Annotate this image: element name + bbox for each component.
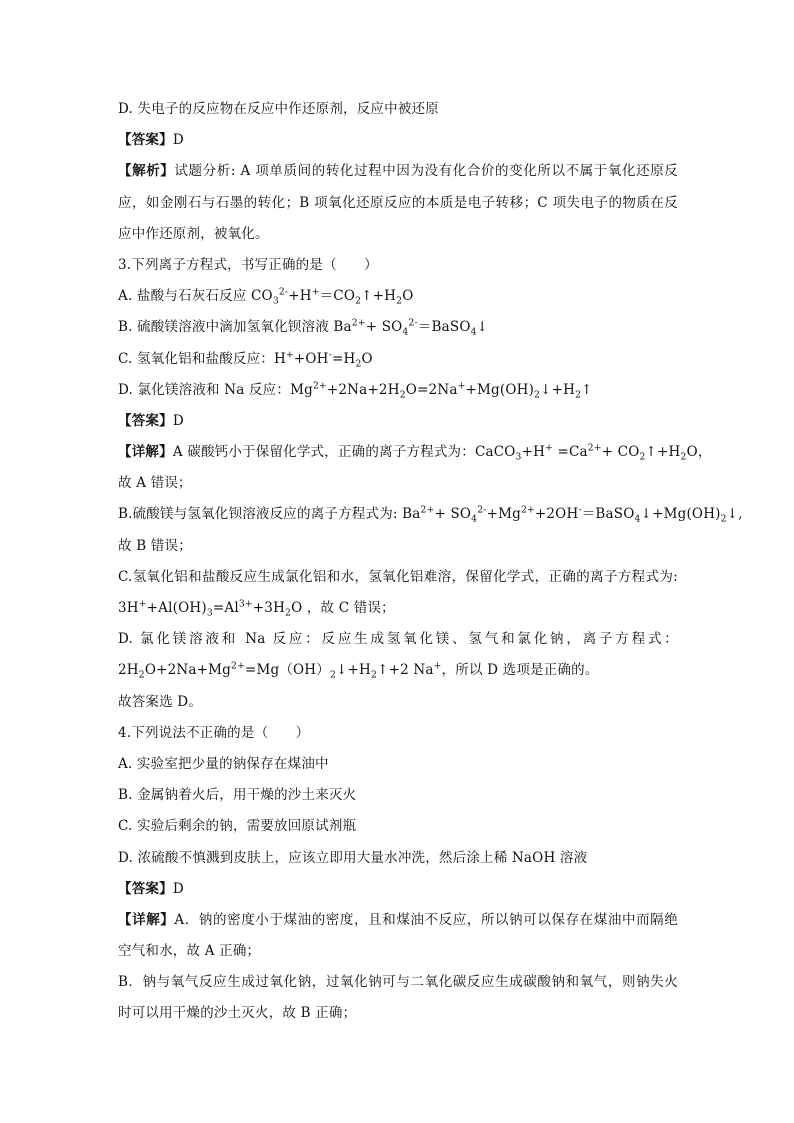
text-line: B. 金属钠着火后，用干燥的沙土来灭火 <box>118 787 357 804</box>
text-line: A. 盐酸与石灰石反应 $CO_3^{2-}+H^+=CO_2↑+H_2O$ <box>118 286 414 307</box>
text-line: $2H_2O+2Na+Mg^{2+}=Mg(OH)_2↓+H_2↑+2$ Na+，所以 D 选项是正确的。 <box>118 660 599 682</box>
text-line: 应，如金刚石与石墨的转化；B 项氧化还原反应的本质是电子转移；C 项失电子的物质在反 <box>118 194 678 211</box>
text-line: B.硫酸镁与氢氧化钡溶液反应的离子方程式为: $Ba^{2+}+$ $SO_4^{2-}+Mg^{2+}+2OH^-=BaSO_4↓+Mg(OH)_2↓$, <box>118 504 743 526</box>
text-line: 应中作还原剂，被氧化。 <box>118 225 269 242</box>
text-line: D. 氯化镁溶液和 Na 反应：反应生成氢氧化镁、氢气和氯化钠，离子方程式： <box>118 631 678 648</box>
text-line: 【答案】D <box>118 132 184 149</box>
text-line: C. 氢氧化铝和盐酸反应：$H^++OH^-=H_2O$ <box>118 349 373 370</box>
text-line: $3H^++Al(OH)_3=Al^{3+}+3H_2O$ ，故 C 错误； <box>118 598 395 619</box>
text-line: D. 氯化镁溶液和 Na 反应：$Mg^{2+}+2Na+2H_2O=2Na^++Mg(OH)_2↓+H_2↑$ <box>118 380 593 401</box>
text-line: D. 浓硫酸不慎溅到皮肤上，应该立即用大量水冲洗，然后涂上稀 NaOH 溶液 <box>118 849 588 866</box>
text-line: B．钠与氧气反应生成过氧化钠，过氧化钠可与二氧化碳反应生成碳酸钠和氧气，则钠失火 <box>118 974 678 991</box>
text-line: C.氢氧化铝和盐酸反应生成氯化铝和水，氢氧化铝难溶，保留化学式，正确的离子方程式为: <box>118 568 678 585</box>
text-line: 4.下列说法不正确的是（ ） <box>118 724 310 741</box>
document-page <box>118 94 743 1030</box>
text-line: 【答案】D <box>118 880 184 897</box>
text-line: 故 A 错误； <box>118 475 192 492</box>
text-line: 【详解】A．钠的密度小于煤油的密度，且和煤油不反应，所以钠可以保存在煤油中而隔绝 <box>118 911 678 928</box>
text-line: B. 硫酸镁溶液中滴加氢氧化钡溶液 $Ba^{2+}+$ $SO_4^{2-}=BaSO_4↓$ <box>118 317 489 338</box>
text-line: 时可以用干燥的沙土灭火，故 B 正确； <box>118 1005 357 1022</box>
text-line: 故答案选 D。 <box>118 693 203 710</box>
text-line: C. 实验后剩余的钠，需要放回原试剂瓶 <box>118 818 357 835</box>
text-line: 【解析】试题分析: A 项单质间的转化过程中因为没有化合价的变化所以不属于氧化还原反 <box>118 163 678 180</box>
text-line: 【详解】A 碳酸钙小于保留化学式，正确的离子方程式为：CaCO$_3$+H+ $=Ca^{2+}+$ $CO_2↑+H_2O$， <box>118 442 712 463</box>
text-line: D. 失电子的反应物在反应中作还原剂，反应中被还原 <box>118 101 439 117</box>
text-line: 3.下列离子方程式，书写正确的是（ ） <box>118 256 378 273</box>
text-line: A. 实验室把少量的钠保存在煤油中 <box>118 755 329 772</box>
text-line: 【答案】D <box>118 412 184 429</box>
text-line: 空气和水，故 A 正确； <box>118 943 261 960</box>
text-line: 故 B 错误； <box>118 537 192 554</box>
